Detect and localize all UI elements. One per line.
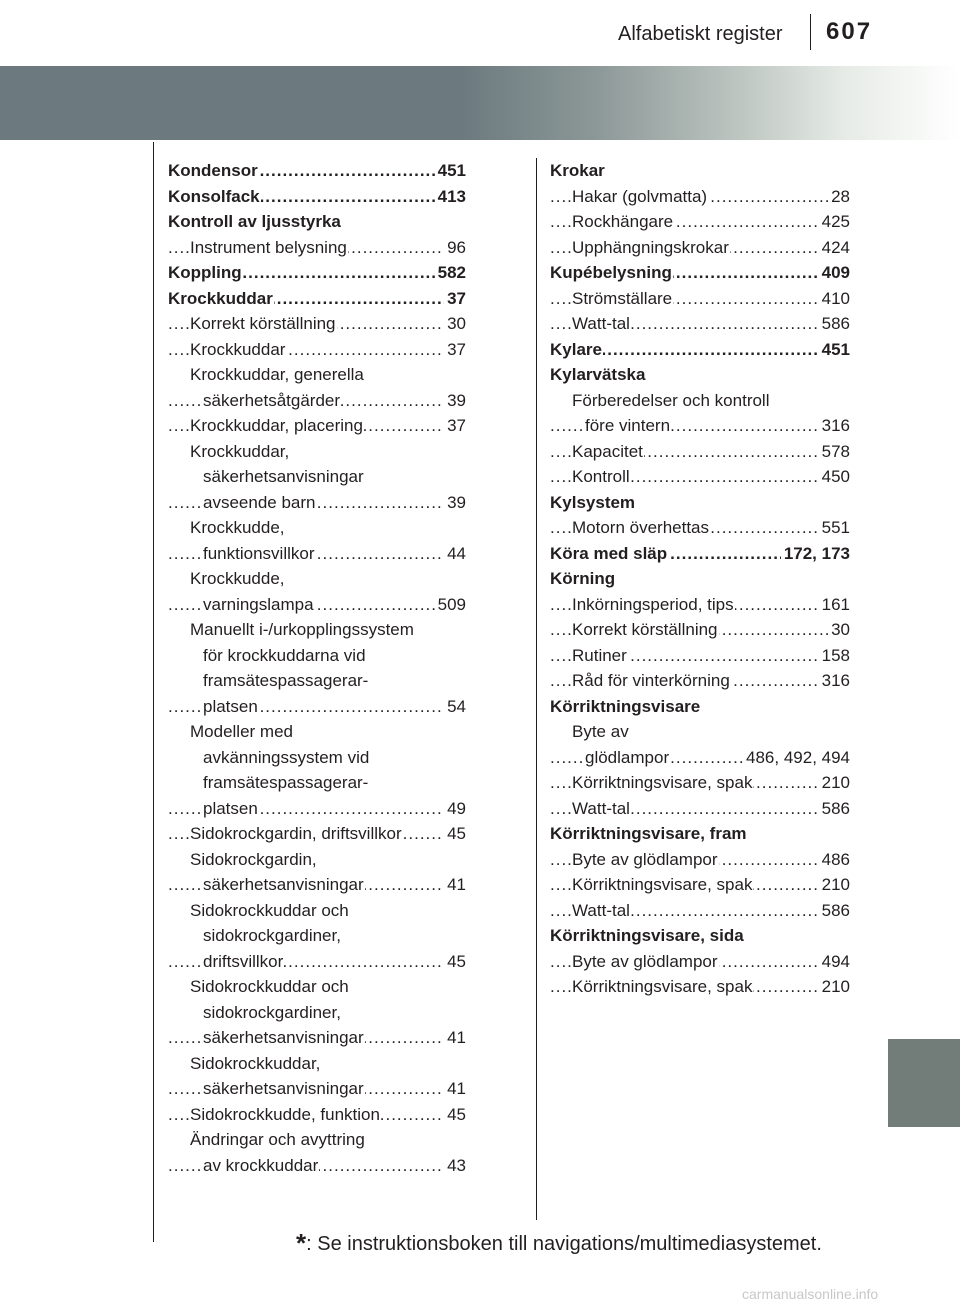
index-entry[interactable]: [550, 286, 850, 312]
index-entry-page[interactable]: 54: [444, 694, 466, 720]
index-entry-page[interactable]: 28: [828, 184, 850, 210]
index-entry-page[interactable]: 37: [444, 337, 466, 363]
index-entry[interactable]: [168, 541, 466, 567]
page-number: 607: [826, 18, 873, 45]
index-entry[interactable]: [168, 1153, 466, 1179]
index-entry[interactable]: [168, 388, 466, 414]
index-entry-page[interactable]: 210: [819, 974, 850, 1000]
index-entry-page[interactable]: 41: [444, 1076, 466, 1102]
index-entry-term: Sidokrockkuddar och: [190, 977, 349, 996]
index-entry-term: Watt-tal: [572, 900, 630, 920]
index-entry-term: Koppling: [168, 263, 242, 282]
index-entry-page[interactable]: 37: [444, 413, 466, 439]
index-entry-page[interactable]: 30: [828, 617, 850, 643]
index-entry[interactable]: [550, 439, 850, 465]
index-entry[interactable]: [168, 592, 466, 618]
watermark: carmanualsonline.info: [742, 1286, 879, 1302]
index-entry[interactable]: [550, 413, 850, 439]
index-entry-term: Byte av glödlampor: [572, 951, 718, 971]
index-heading: [168, 362, 466, 388]
index-heading: [168, 617, 466, 643]
index-entry[interactable]: [550, 872, 850, 898]
index-heading: [550, 566, 850, 592]
index-entry-term: Råd för vinterkörning: [572, 671, 730, 690]
index-heading: [168, 566, 466, 592]
index-entry-page[interactable]: 316: [819, 413, 850, 439]
index-entry[interactable]: [168, 286, 466, 312]
index-entry-term: framsätespassagerar-: [203, 671, 369, 690]
index-entry-term: Upphängningskrokar: [572, 237, 729, 257]
index-entry[interactable]: [168, 949, 466, 975]
index-heading: [550, 362, 850, 388]
index-entry-page[interactable]: 172, 173: [781, 541, 850, 567]
index-entry-term: säkerhetsanvisningar: [203, 875, 364, 894]
index-entry[interactable]: [550, 745, 850, 771]
index-entry-term: Sidokrockgardin, driftsvillkor: [190, 824, 402, 843]
left-margin-rule: [153, 142, 154, 1242]
index-heading: [550, 158, 850, 184]
index-entry[interactable]: [550, 515, 850, 541]
index-entry-term: Inkörningsperiod, tips: [572, 594, 734, 614]
index-entry-term: Rockhängare: [572, 212, 674, 231]
header-divider: [810, 14, 811, 50]
index-entry-term: Sidokrockkudde, funktion: [190, 1104, 380, 1124]
index-heading: [550, 719, 850, 745]
index-entry-page[interactable]: 316: [819, 668, 850, 694]
index-entry-page[interactable]: 45: [444, 821, 466, 847]
index-entry-page[interactable]: 210: [819, 872, 850, 898]
index-entry-term: Krockkuddar, placering: [190, 416, 363, 435]
index-entry[interactable]: [550, 949, 850, 975]
index-heading: [168, 439, 466, 465]
index-entry[interactable]: [168, 260, 466, 286]
index-entry[interactable]: [550, 974, 850, 1000]
index-entry-page[interactable]: 551: [819, 515, 850, 541]
index-entry-term: funktionsvillkor: [203, 543, 315, 563]
index-entry[interactable]: [550, 898, 850, 924]
index-entry-term: Krokar: [550, 161, 605, 180]
index-entry[interactable]: [550, 643, 850, 669]
index-heading: [550, 694, 850, 720]
index-entry-term: Krockkuddar,: [190, 441, 290, 461]
index-entry-term: Sidokrockkuddar,: [190, 1053, 321, 1073]
footnote: [296, 1228, 822, 1259]
index-entry-term: Kondensor: [168, 161, 258, 180]
index-entry-page[interactable]: 161: [819, 592, 850, 618]
index-entry-page[interactable]: 409: [819, 260, 850, 286]
index-entry-term: Sidokrockkuddar och: [190, 900, 349, 920]
index-heading: [550, 821, 850, 847]
index-entry[interactable]: [168, 694, 466, 720]
index-entry-term: Hakar (golvmatta): [572, 186, 708, 206]
index-entry-term: sidokrockgardiner,: [203, 1002, 341, 1022]
index-entry-term: Körriktningsvisare, fram: [550, 824, 747, 843]
index-entry[interactable]: [168, 311, 466, 337]
index-entry[interactable]: [168, 1102, 466, 1128]
index-entry[interactable]: [550, 668, 850, 694]
index-entry-page[interactable]: 450: [819, 464, 850, 490]
index-entry-term: Motorn överhettas: [572, 518, 710, 537]
index-entry-term: Förberedelser och kontroll: [572, 390, 770, 410]
footnote-marker: *: [296, 1228, 307, 1258]
index-entry[interactable]: [550, 592, 850, 618]
index-entry-term: sidokrockgardiner,: [203, 926, 341, 945]
index-entry-page[interactable]: 39: [444, 490, 466, 516]
index-entry-term: Krockkudde,: [190, 569, 285, 588]
index-entry-term: Kupébelysning: [550, 263, 672, 282]
index-entry[interactable]: [168, 490, 466, 516]
index-entry-term: Körriktningsvisare, spak: [572, 773, 753, 792]
index-heading: [168, 643, 466, 669]
index-heading: [168, 1051, 466, 1077]
index-entry[interactable]: [550, 184, 850, 210]
index-entry[interactable]: [550, 847, 850, 873]
index-entry-page[interactable]: 582: [435, 260, 466, 286]
index-entry-term: Instrument belysning: [190, 237, 347, 257]
index-entry[interactable]: [168, 235, 466, 261]
index-entry[interactable]: [550, 796, 850, 822]
index-entry-page[interactable]: 413: [435, 184, 466, 210]
index-entry-term: Konsolfack: [168, 186, 260, 206]
index-entry-term: Köra med släp: [550, 543, 668, 563]
index-entry[interactable]: [168, 796, 466, 822]
index-entry-term: Watt-tal: [572, 314, 630, 333]
index-entry[interactable]: [168, 158, 466, 184]
index-entry-term: Krockkudde,: [190, 518, 285, 537]
header-banner: [0, 66, 960, 140]
index-entry-page[interactable]: 30: [444, 311, 466, 337]
index-entry[interactable]: [550, 617, 850, 643]
index-entry[interactable]: [168, 1025, 466, 1051]
index-entry-term: Rutiner: [572, 645, 627, 665]
index-entry-term: Kontroll: [572, 467, 630, 486]
index-entry-page[interactable]: 486, 492, 494: [743, 745, 850, 771]
index-entry-term: av krockkuddar: [203, 1155, 319, 1175]
index-entry-page[interactable]: 44: [444, 541, 466, 567]
index-entry-page[interactable]: 486: [819, 847, 850, 873]
index-entry-term: Korrekt körställning: [190, 314, 336, 333]
index-entry-term: Byte av: [572, 722, 629, 741]
index-heading: [168, 209, 466, 235]
index-entry-term: avkänningssystem vid: [203, 747, 370, 767]
index-heading: [168, 719, 466, 745]
index-heading: [550, 923, 850, 949]
index-entry-term: Körriktningsvisare, spak: [572, 875, 753, 894]
index-entry-term: Kontroll av ljusstyrka: [168, 212, 341, 231]
index-entry-page[interactable]: 210: [819, 770, 850, 796]
index-entry-page[interactable]: 586: [819, 898, 850, 924]
index-entry-term: före vintern: [585, 416, 671, 435]
index-entry-term: säkerhetsåtgärder: [203, 390, 341, 410]
index-entry[interactable]: [168, 184, 466, 210]
header-title: Alfabetiskt register: [618, 23, 783, 45]
index-heading: [168, 923, 466, 949]
index-heading: [168, 464, 466, 490]
index-entry-term: Sidokrockgardin,: [190, 849, 317, 869]
index-entry-page[interactable]: 41: [444, 872, 466, 898]
index-entry-page[interactable]: 451: [435, 158, 466, 184]
index-entry-term: Körriktningsvisare, sida: [550, 926, 744, 945]
index-entry-page[interactable]: 49: [444, 796, 466, 822]
index-entry[interactable]: [168, 821, 466, 847]
index-entry-term: Körriktningsvisare, spak: [572, 977, 753, 996]
index-entry-term: Krockkuddar, generella: [190, 365, 364, 384]
index-entry-page[interactable]: 37: [444, 286, 466, 312]
index-entry-term: avseende barn: [203, 492, 316, 512]
index-entry[interactable]: [168, 337, 466, 363]
index-entry[interactable]: [168, 1076, 466, 1102]
index-entry-term: Korrekt körställning: [572, 620, 718, 639]
index-entry[interactable]: [550, 541, 850, 567]
index-heading: [168, 1000, 466, 1026]
index-entry-term: säkerhetsanvisningar: [203, 1028, 364, 1047]
index-entry-page[interactable]: 158: [819, 643, 850, 669]
index-entry-page[interactable]: 45: [444, 949, 466, 975]
index-entry-term: Watt-tal: [572, 798, 630, 818]
index-entry-page[interactable]: 586: [819, 311, 850, 337]
index-heading: [168, 974, 466, 1000]
index-entry-term: glödlampor: [585, 747, 670, 767]
index-entry-page[interactable]: 424: [819, 235, 850, 261]
index-heading: [550, 388, 850, 414]
index-entry-term: Körning: [550, 569, 616, 588]
index-entry-term: Strömställare: [572, 288, 673, 308]
index-entry[interactable]: [550, 337, 850, 363]
index-entry-term: Körriktningsvisare: [550, 696, 701, 716]
index-entry-page[interactable]: 43: [444, 1153, 466, 1179]
index-entry-term: Byte av glödlampor: [572, 849, 718, 869]
index-entry-page[interactable]: 45: [444, 1102, 466, 1128]
index-entry-term: driftsvillkor: [203, 951, 284, 971]
index-entry-term: Kapacitet: [572, 441, 643, 461]
index-entry-page[interactable]: 451: [819, 337, 850, 363]
index-entry[interactable]: [550, 464, 850, 490]
index-entry[interactable]: [550, 209, 850, 235]
index-entry-term: platsen: [203, 798, 258, 818]
index-entry-page[interactable]: 410: [819, 286, 850, 312]
index-heading: [168, 847, 466, 873]
index-entry[interactable]: [168, 872, 466, 898]
index-entry-page[interactable]: 425: [819, 209, 850, 235]
index-entry-page[interactable]: 96: [444, 235, 466, 261]
index-column-left: [168, 158, 466, 1178]
index-entry-term: platsen: [203, 696, 258, 716]
index-entry-term: för krockkuddarna vid: [203, 645, 366, 665]
index-entry-term: Kylsystem: [550, 492, 636, 512]
index-entry-page[interactable]: 39: [444, 388, 466, 414]
index-entry-term: varningslampa: [203, 594, 314, 614]
index-entry-term: Ändringar och avyttring: [190, 1130, 365, 1149]
index-entry-page[interactable]: 586: [819, 796, 850, 822]
index-entry-page[interactable]: 509: [435, 592, 466, 618]
index-entry-term: Kylare: [550, 339, 602, 359]
index-entry[interactable]: [168, 413, 466, 439]
index-entry[interactable]: [550, 235, 850, 261]
index-heading: [168, 1127, 466, 1153]
index-heading: [168, 770, 466, 796]
index-entry-term: Modeller med: [190, 722, 293, 741]
index-entry[interactable]: [550, 260, 850, 286]
index-heading: [168, 745, 466, 771]
index-entry-page[interactable]: 494: [819, 949, 850, 975]
index-entry[interactable]: [550, 770, 850, 796]
index-entry-term: Kylarvätska: [550, 365, 646, 384]
index-entry-term: framsätespassagerar-: [203, 773, 369, 792]
column-divider: [536, 158, 537, 1220]
index-entry-term: säkerhetsanvisningar: [203, 1079, 364, 1098]
index-entry-page[interactable]: 578: [819, 439, 850, 465]
index-entry-term: säkerhetsanvisningar: [203, 467, 364, 486]
index-heading: [168, 668, 466, 694]
index-heading: [550, 490, 850, 516]
index-entry-page[interactable]: 41: [444, 1025, 466, 1051]
footnote-text: : Se instruktionsboken till navigations/multimediasystemet.: [306, 1233, 822, 1255]
index-entry-term: Manuellt i-/urkopplingssystem: [190, 620, 414, 639]
index-entry-term: Krockkuddar: [168, 288, 273, 308]
index-column-right: [550, 158, 850, 1000]
section-thumb-tab[interactable]: [888, 1039, 960, 1127]
index-heading: [168, 515, 466, 541]
index-entry[interactable]: [550, 311, 850, 337]
index-heading: [168, 898, 466, 924]
index-entry-term: Krockkuddar: [190, 339, 286, 359]
